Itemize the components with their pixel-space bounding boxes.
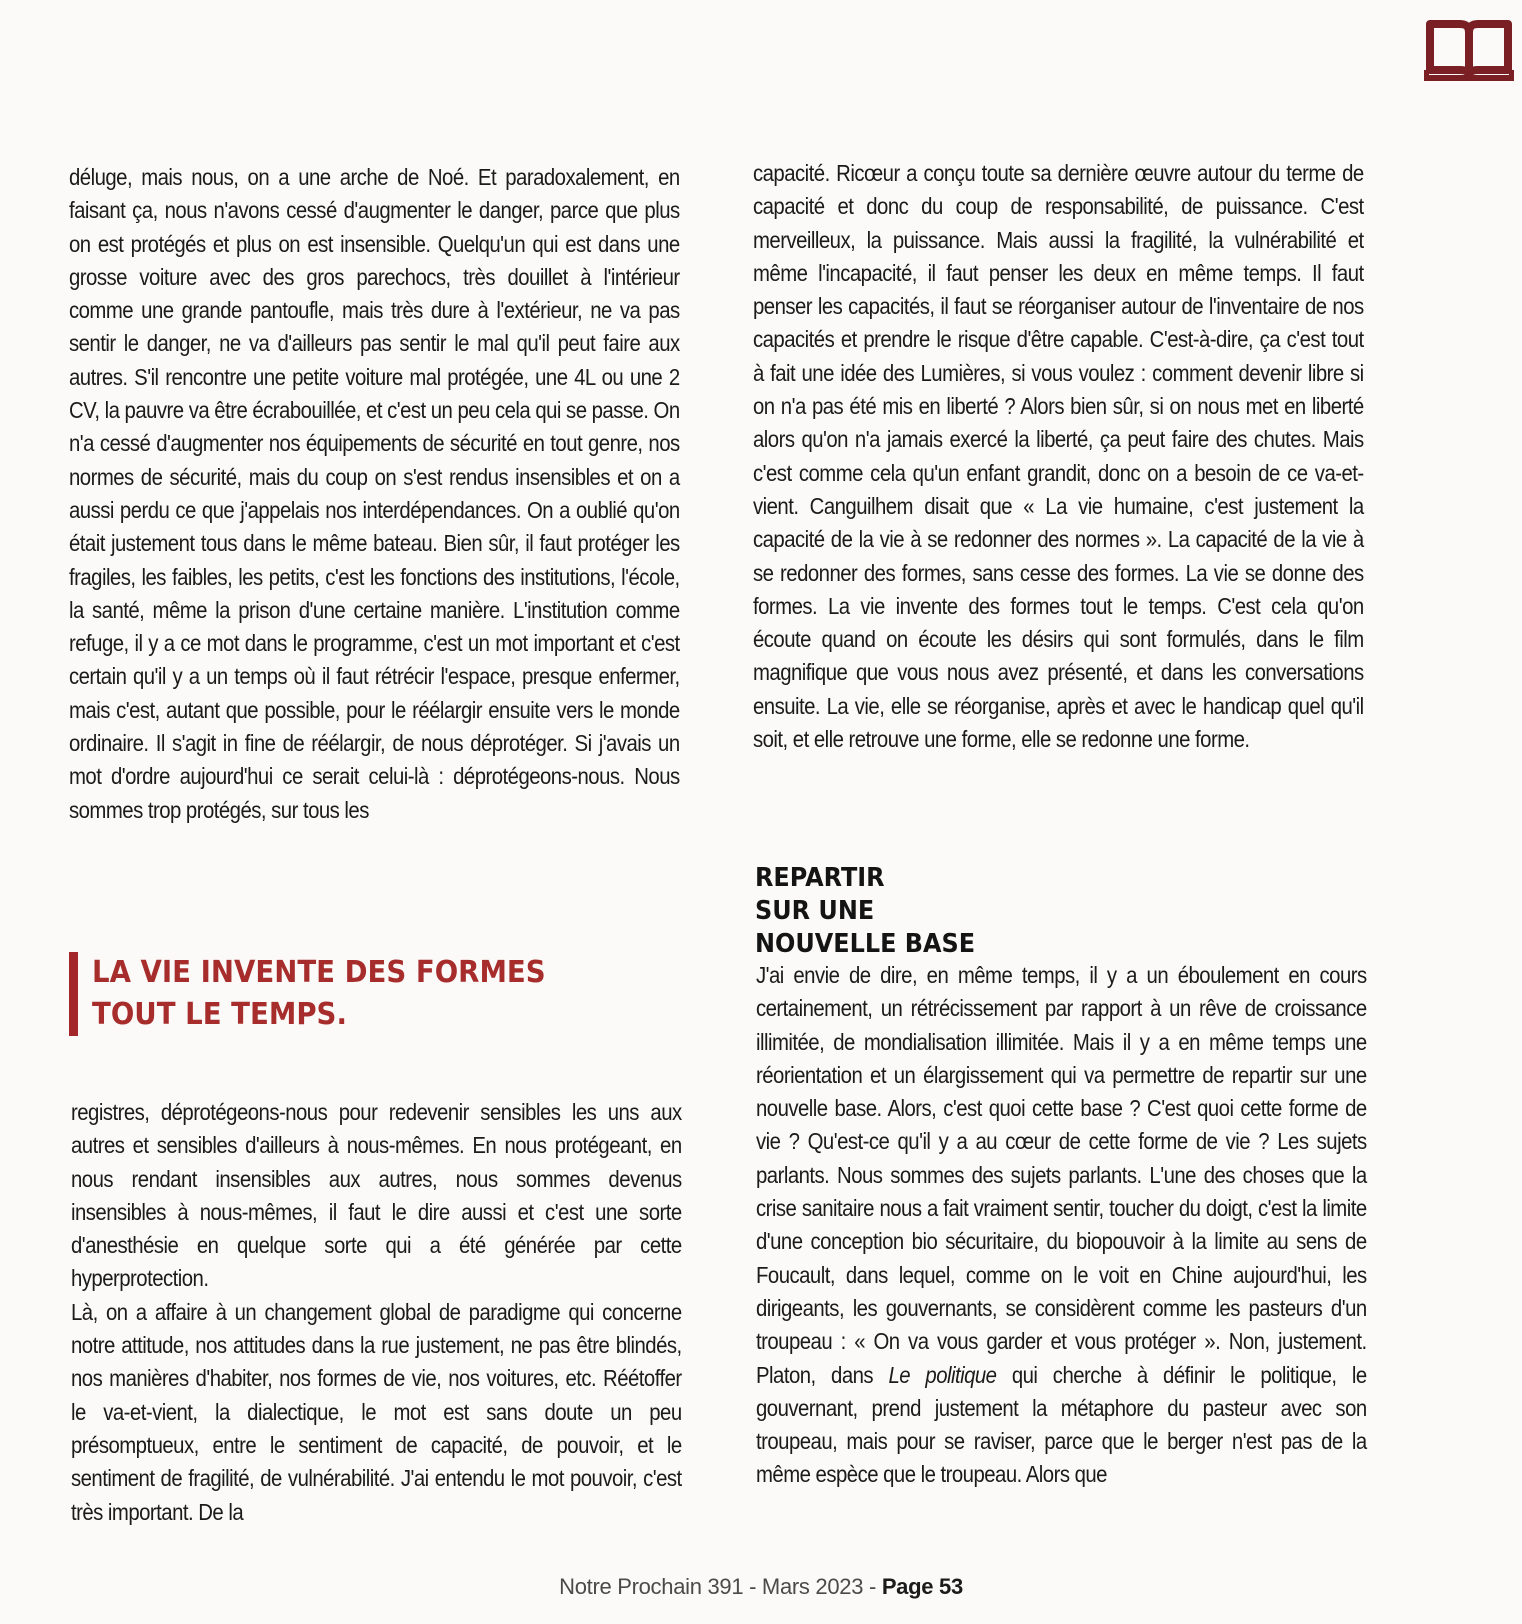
left-column-top bbox=[69, 161, 680, 827]
pull-quote bbox=[69, 952, 612, 1036]
book-title: Le politique bbox=[888, 1361, 997, 1388]
paragraph: déluge, mais nous, on a une arche de Noé. Et paradoxalement, en faisant ça, nous n'avons cessé d'augmenter le danger, parce que plus on est protégés et plus on est insensible. Quelqu'un qui est dans une grosse voiture avec des gros parechocs, très douillet à l'intérieur comme une grande pantoufle, mais très dure à l'extérieur, ne va pas sentir le danger, ne va d'ailleurs pas sentir le mal qu'il peut faire aux autres. S'il rencontre une petite voiture mal protégée, une 4L ou une 2 CV, la pauvre va être écrabouillée, et c'est un peu cela qui se passe. On n'a cessé d'augmenter nos équipements de sécurité en tout genre, nos normes de sécurité, mais du coup on s'est rendus insensibles et on a aussi perdu ce que j'appelais nos interdépendances. On a oublié qu'on était justement tous dans le même bateau. Bien sûr, il faut protéger les fragiles, les faibles, les petits, c'est les fonctions des institutions, l'école, la santé, même la prison d'une certaine manière. L'institution comme refuge, il y a ce mot dans le programme, c'est un mot important et c'est certain qu'il y a un temps où il faut rétrécir l'espace, presque enfermer, mais c'est, autant que possible, pour le réélargir ensuite vers le monde ordinaire. Il s'agit in fine de réélargir, de nous déprotéger. Si j'avais un mot d'ordre aujourd'hui ce serait celui-là : déprotégeons-nous. Nous sommes trop protégés, sur tous les bbox=[69, 164, 680, 823]
right-column-bottom bbox=[756, 959, 1367, 1492]
page-number: Page 53 bbox=[881, 1574, 963, 1599]
paragraph: Là, on a affaire à un changement global de paradigme qui concerne notre attitude, nos attitudes dans la rue justement, ne pas être blindés, nos manières d'habiter, nos formes de vie, nos voitures, etc. Réétoffer le va-et-vient, la dialectique, le mot est sans doute un peu présomptueux, entre le sentiment de capacité, de pouvoir, et le sentiment de fragilité, de vulnérabilité. J'ai entendu le mot pouvoir, c'est très important. De la bbox=[71, 1298, 682, 1525]
pull-quote-line-1: LA VIE INVENTE DES FORMES bbox=[92, 955, 546, 990]
paragraph: registres, déprotégeons-nous pour redevenir sensibles les uns aux autres et sensibles d'ailleurs à nous-mêmes. En nous protégeant, en nous rendant insensibles aux autres, nous sommes devenus insensibles à nous-mêmes, il faut le dire aussi et c'est une sorte d'anesthésie en quelque sorte qui a été générée par cette hyperprotection. bbox=[71, 1099, 682, 1292]
paragraph: capacité. Ricœur a conçu toute sa dernière œuvre autour du terme de capacité et donc du coup de responsabilité, de puissance. C'est merveilleux, la puissance. Mais aussi la fragilité, la vulnérabilité et même l'incapacité, il faut penser les deux en même temps. Il faut penser les capacités, il faut se réorganiser autour de l'inventaire de nos capacités et prendre le risque d'être capable. C'est-à-dire, ça c'est tout à fait une idée des Lumières, si vous voulez : comment devenir libre si on n'a pas été mis en liberté ? Alors bien sûr, si on nous met en liberté alors qu'on n'a jamais exercé la liberté, ça peut faire des chutes. Mais c'est comme cela qu'un enfant grandit, donc on a besoin de ce va-et-vient. Canguilhem disait que « La vie humaine, c'est justement la capacité de la vie à se redonner des normes ». La capacité de la vie à se redonner des formes, sans cesse des formes. La vie se donne des formes. La vie invente des formes tout le temps. C'est cela qu'on écoute quand on écoute les désirs qui sont formulés, dans le film magnifique que vous nous avez présenté, et dans les conversations ensuite. La vie, elle se réorganise, après et avec le handicap quel qu'il soit, et elle retrouve une forme, elle se redonne une forme. bbox=[753, 160, 1364, 753]
paragraph-text: qui cherche à définir le politique, le gouvernant, prend justement la métaphore du pasteur avec son troupeau, mais pour se raviser, parce que le berger n'est pas de la même espèce que le troupeau. Alors que bbox=[756, 1361, 1367, 1488]
paragraph bbox=[756, 959, 1367, 1492]
left-column-bottom bbox=[71, 1096, 682, 1529]
paragraph-text: J'ai envie de dire, en même temps, il y a un éboulement en cours certainement, un rétrécissement par rapport à un rêve de croissance illimitée, de mondialisation illimitée. Mais il y a en même temps une réorientation et un élargissement qui va permettre de repartir sur une nouvelle base. Alors, c'est quoi cette base ? C'est quoi cette forme de vie ? Qu'est-ce qu'il y a au cœur de cette forme de vie ? Les sujets parlants. Nous sommes des sujets parlants. L'une des choses que la crise sanitaire nous a fait vraiment sentir, toucher du doigt, c'est la limite d'une conception bio sécuritaire, du biopouvoir à la limite au sens de Foucault, dans lequel, comme on le voit en Chine aujourd'hui, les dirigeants, les gouvernants, se considèrent comme les pasteurs d'un troupeau : « On va vous garder et vous protéger ». Non, justement. Platon, dans bbox=[756, 962, 1367, 1388]
right-column-top bbox=[753, 157, 1364, 756]
book-icon bbox=[1424, 16, 1514, 82]
section-heading-line-1: REPARTIR bbox=[755, 863, 885, 893]
page-footer bbox=[0, 1574, 1522, 1600]
section-heading-line-3: NOUVELLE BASE bbox=[755, 929, 976, 959]
pull-quote-line-2: TOUT LE TEMPS. bbox=[92, 997, 347, 1032]
section-heading bbox=[755, 862, 975, 961]
section-heading-line-2: SUR UNE bbox=[755, 896, 875, 926]
footer-magazine: Notre Prochain 391 - Mars 2023 - bbox=[559, 1574, 882, 1599]
